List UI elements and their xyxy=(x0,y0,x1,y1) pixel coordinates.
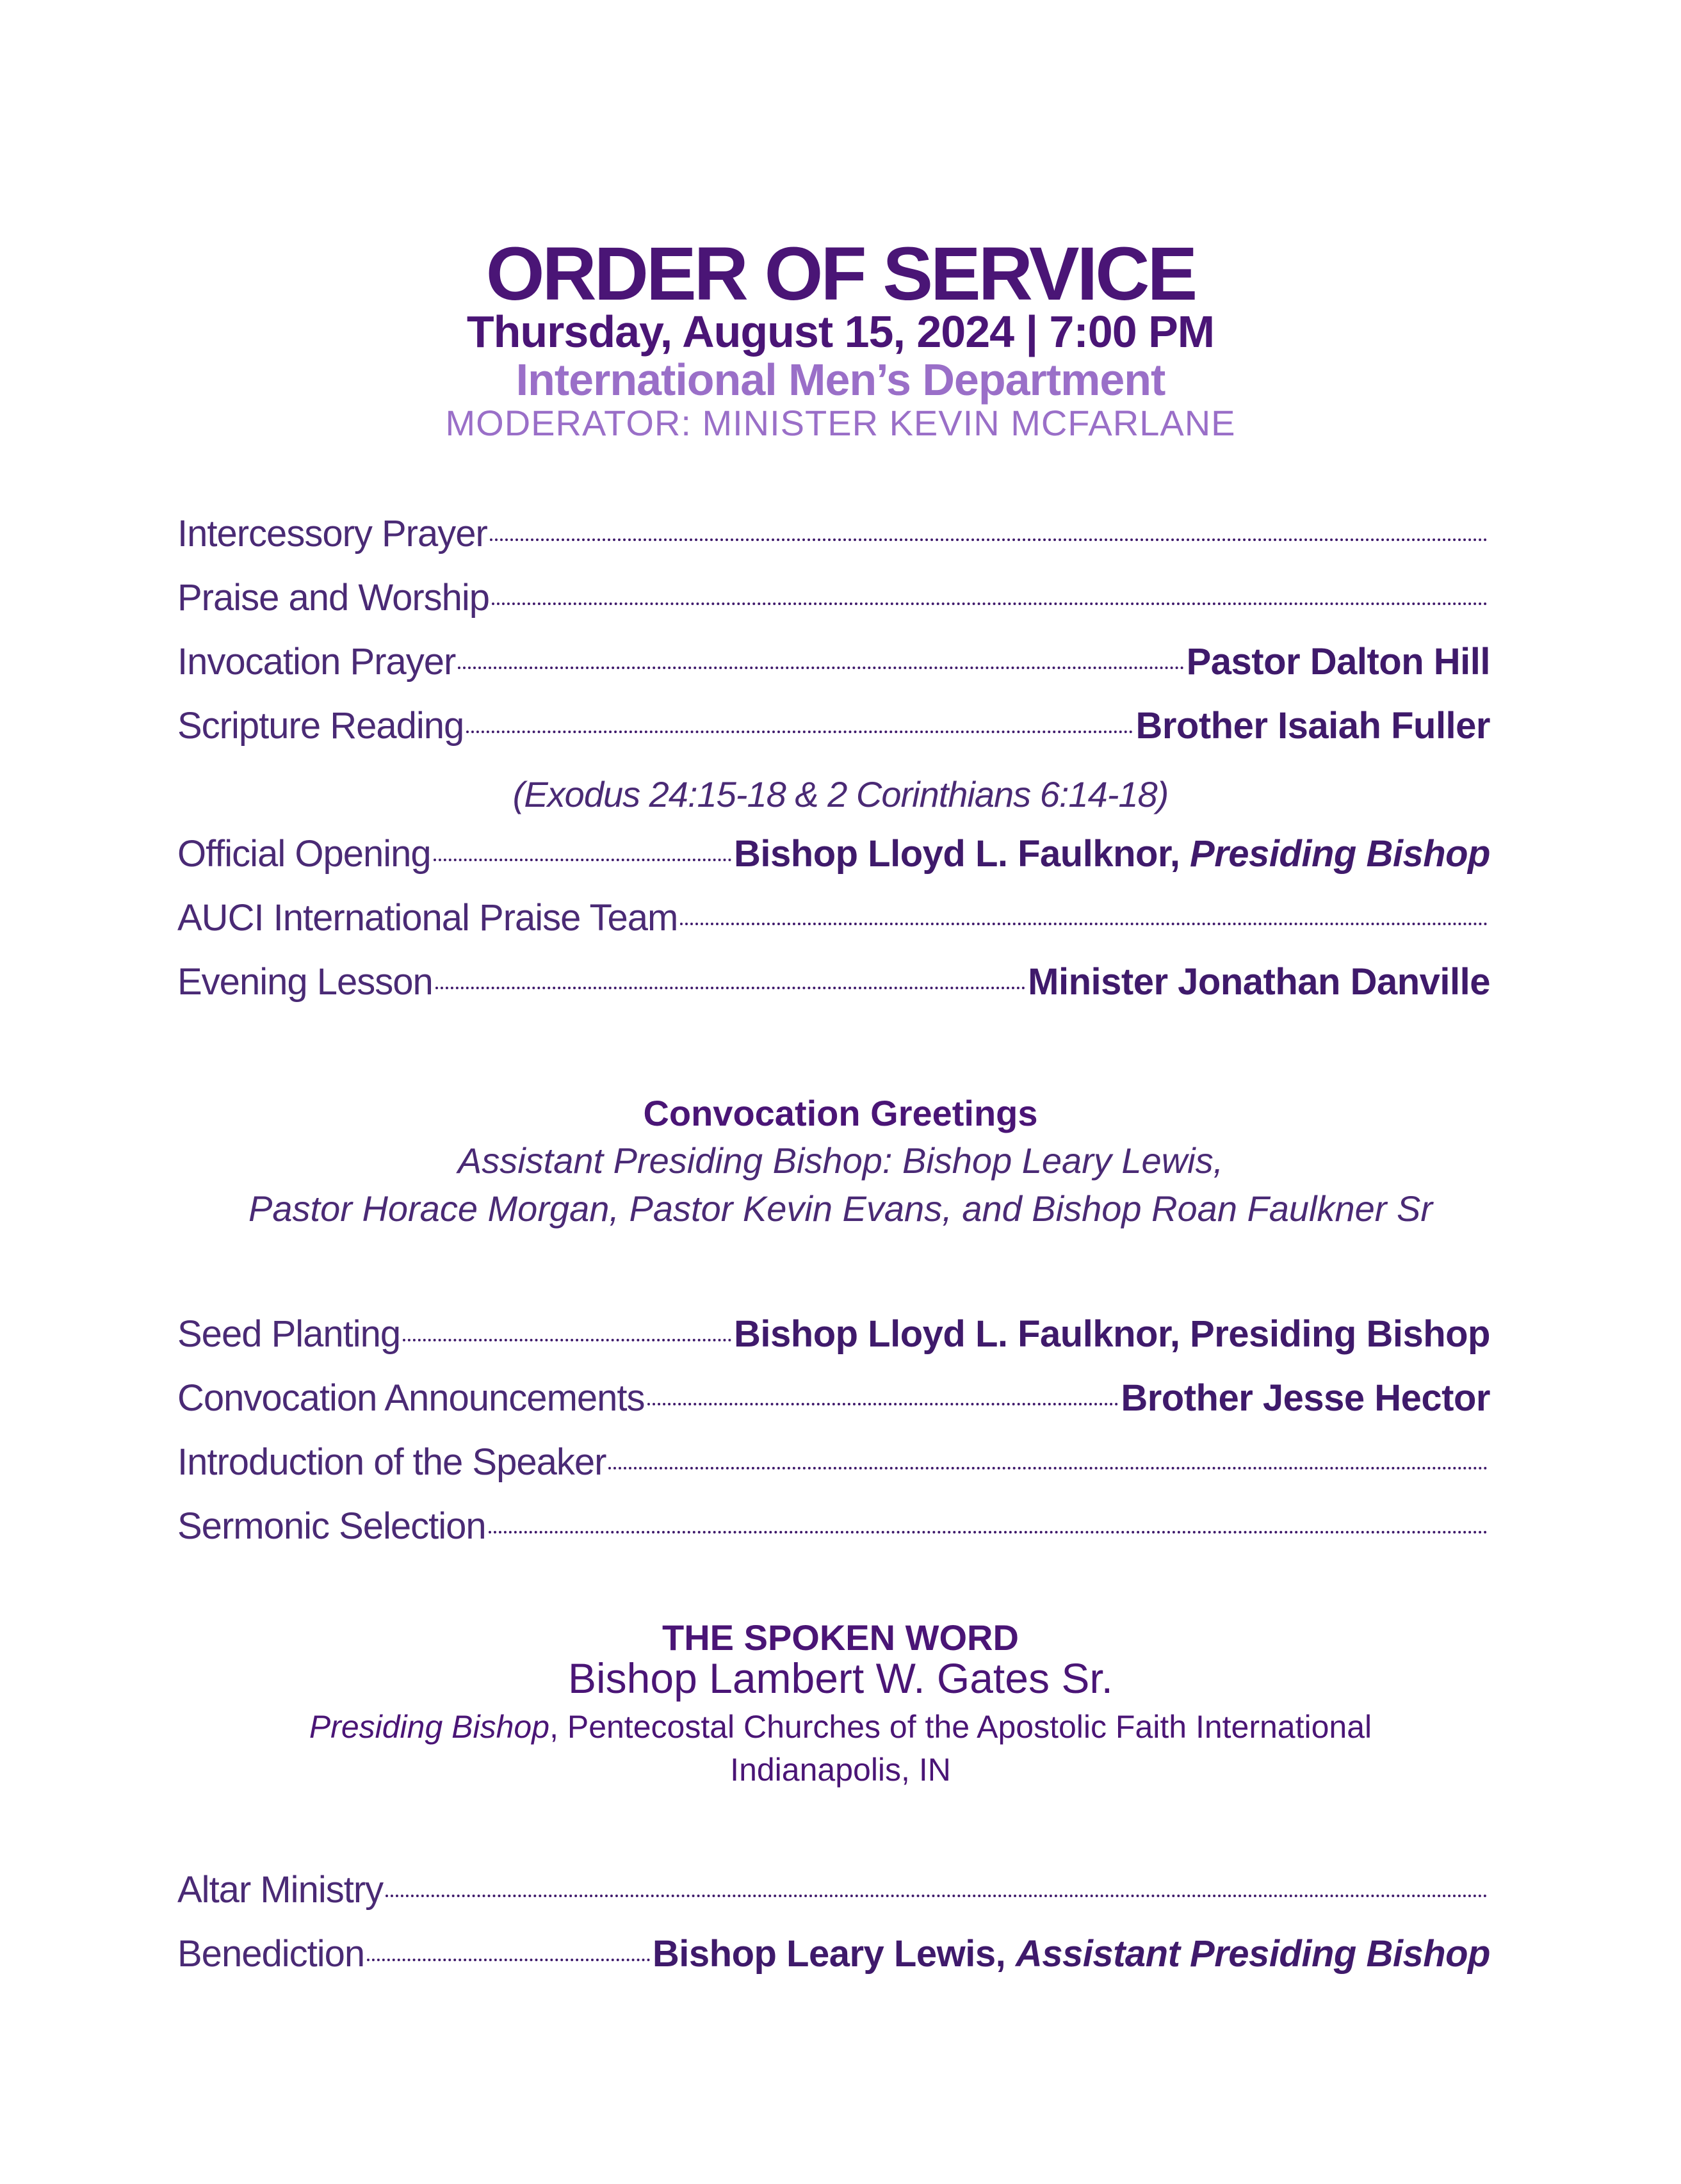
dot-leader xyxy=(647,1402,1119,1405)
program-item-person: Brother Jesse Hector xyxy=(1121,1377,1490,1419)
dot-leader xyxy=(489,1530,1488,1533)
speaker-title-org: , Pentecostal Churches of the Apostolic Faith International xyxy=(549,1709,1372,1745)
program-item-evening-lesson xyxy=(177,960,1490,1012)
program-item-label: Seed Planting xyxy=(177,1313,401,1355)
person-name: Bishop Lloyd L. Faulknor, xyxy=(734,833,1190,875)
program-item-label: Intercessory Prayer xyxy=(177,513,487,554)
person-role: Presiding Bishop xyxy=(1190,833,1490,875)
program-item-label: Official Opening xyxy=(177,833,431,875)
department-name: International Men’s Department xyxy=(516,355,1165,405)
program-item-person xyxy=(653,1932,1490,1975)
service-dateline: Thursday, August 15, 2024 | 7:00 PM xyxy=(466,307,1215,357)
program-item-label: Convocation Announcements xyxy=(177,1377,645,1419)
speaker-location: Indianapolis, IN xyxy=(730,1752,951,1788)
program-item-label: Scripture Reading xyxy=(177,705,464,747)
person-role: Assistant Presiding Bishop xyxy=(1015,1933,1490,1975)
program-item-introduction-of-speaker xyxy=(177,1441,1490,1492)
program-item-sermonic-selection xyxy=(177,1505,1490,1556)
dot-leader xyxy=(367,1958,650,1961)
program-item-person xyxy=(734,832,1490,875)
dot-leader xyxy=(608,1466,1488,1469)
greetings-line-1: Assistant Presiding Bishop: Bishop Leary Lewis, xyxy=(457,1140,1224,1181)
program-item-label: AUCI International Praise Team xyxy=(177,897,678,939)
dot-leader xyxy=(435,986,1025,989)
person-name: Bishop Leary Lewis, xyxy=(652,1933,1016,1975)
program-item-seed-planting xyxy=(177,1313,1490,1364)
program-item-announcements xyxy=(177,1377,1490,1428)
program-item-label: Altar Ministry xyxy=(177,1869,384,1911)
program-item-invocation-prayer xyxy=(177,640,1490,692)
dot-leader xyxy=(403,1338,731,1341)
dot-leader xyxy=(458,666,1183,669)
program-item-official-opening xyxy=(177,832,1490,884)
program-item-benediction xyxy=(177,1932,1490,1984)
program-item-praise-and-worship xyxy=(177,576,1490,627)
program-item-person: Brother Isaiah Fuller xyxy=(1135,705,1490,747)
speaker-title-role: Presiding Bishop xyxy=(309,1709,550,1745)
speaker-title xyxy=(0,1708,1681,1745)
moderator-line: MODERATOR: MINISTER KEVIN MCFARLANE xyxy=(445,403,1236,443)
dot-leader xyxy=(434,858,731,861)
dot-leader xyxy=(680,922,1488,925)
dot-leader xyxy=(386,1894,1488,1897)
program-item-person: Pastor Dalton Hill xyxy=(1186,641,1490,683)
program-item-person: Bishop Lloyd L. Faulknor, Presiding Bishop xyxy=(734,1313,1490,1355)
program-item-label: Benediction xyxy=(177,1933,365,1975)
program-item-label: Evening Lesson xyxy=(177,961,433,1003)
program-item-label: Introduction of the Speaker xyxy=(177,1441,606,1483)
greetings-heading: Convocation Greetings xyxy=(643,1093,1038,1133)
spoken-word-heading: THE SPOKEN WORD xyxy=(662,1617,1019,1658)
dot-leader xyxy=(466,730,1133,733)
program-item-altar-ministry xyxy=(177,1868,1490,1920)
program-item-scripture-reading xyxy=(177,704,1490,756)
greetings-line-2: Pastor Horace Morgan, Pastor Kevin Evans, and Bishop Roan Faulkner Sr xyxy=(248,1188,1433,1229)
dot-leader xyxy=(490,538,1488,541)
program-item-person: Minister Jonathan Danville xyxy=(1028,961,1490,1003)
scripture-reference: (Exodus 24:15-18 & 2 Corinthians 6:14-18) xyxy=(512,774,1169,814)
speaker-name: Bishop Lambert W. Gates Sr. xyxy=(567,1654,1114,1702)
program-item-label: Sermonic Selection xyxy=(177,1505,486,1547)
page-title: ORDER OF SERVICE xyxy=(485,232,1196,316)
program-item-praise-team xyxy=(177,896,1490,948)
dot-leader xyxy=(492,602,1488,605)
program-item-intercessory-prayer xyxy=(177,512,1490,563)
program-item-label: Praise and Worship xyxy=(177,577,490,619)
program-item-label: Invocation Prayer xyxy=(177,641,456,683)
